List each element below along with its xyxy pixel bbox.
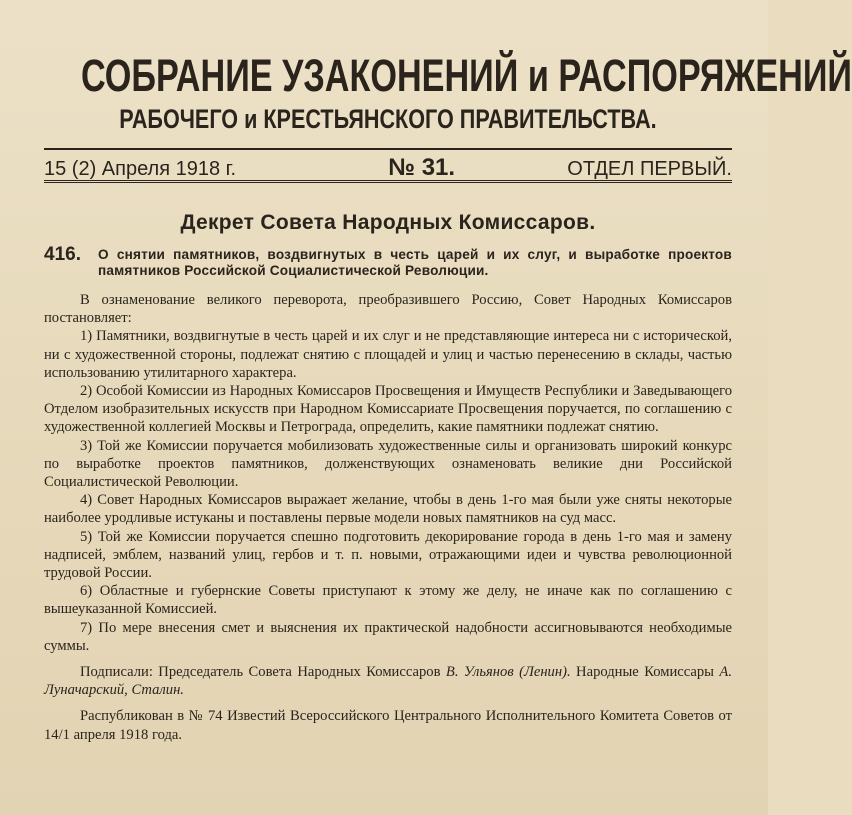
commissars-signature: А. Луначарский, Сталин. [44, 664, 732, 699]
masthead-subtitle: РАБОЧЕГО и КРЕСТЬЯНСКОГО ПРАВИТЕЛЬСТВА. [119, 104, 657, 134]
article-number: 416. [44, 244, 81, 265]
masthead [44, 0, 852, 134]
paragraph-6: 6) Областные и губернские Советы приступают к этому же делу, не иначе как по соглашению с вышеуказанной Комиссией. [44, 583, 732, 618]
masthead-title: СОБРАНИЕ УЗАКОНЕНИЙ и РАСПОРЯЖЕНИЙ [80, 50, 852, 101]
publication-note [44, 707, 732, 743]
signatures [44, 663, 732, 699]
signatures-text [44, 663, 732, 699]
paragraph-1: 1) Памятники, воздвигнутые в честь царей и их слуг и не представляющие интереса ни с исторической, ни с художественной стороны, подлежат снятию с площадей и улиц и частью перенесению в склады, частью использованию утилитарного характера. [44, 328, 732, 381]
chair-signature: В. Ульянов (Ленин). [445, 664, 571, 681]
section-label: ОТДЕЛ ПЕРВЫЙ. [567, 158, 732, 180]
publication-text: Распубликован в № 74 Известий Всероссийского Центрального Исполнительного Комитета Советов от 14/1 апреля 1918 года. [44, 708, 732, 743]
paragraph-7: 7) По мере внесения смет и выяснения их практической надобности ассигновываются необходимые суммы. [44, 619, 732, 654]
signatures-middle: Народные Комиссары [576, 664, 714, 681]
article-heading [44, 244, 732, 278]
issue-number: № 31. [388, 154, 456, 181]
decree-body [44, 291, 732, 655]
paragraph-3: 3) Той же Комиссии поручается мобилизовать художественные силы и организовать широкий конкурс по выработке проектов памятников, долженствующих ознаменовать великие дни Российской Социалистической Революции. [44, 437, 732, 491]
article-title: О снятии памятников, воздвигнутых в честь царей и их слуг, и выработке проектов памятников Российской Социалистической Революции. [98, 247, 732, 278]
issue-date: 15 (2) Апреля 1918 г. [44, 158, 237, 180]
signatures-prefix: Подписали: Председатель Совета Народных Комиссаров [80, 664, 441, 681]
dateline [44, 150, 732, 180]
paragraph-preamble: В ознаменование великого переворота, преобразившего Россию, Совет Народных Комиссаров постановляет: [44, 292, 732, 327]
paragraph-5: 5) Той же Комиссии поручается спешно подготовить декорирование города в день 1-го мая и замену надписей, эмблем, названий улиц, гербов и т. п. новыми, отражающими идеи и чувства революционной трудовой России. [44, 528, 732, 582]
decree-title: Декрет Совета Народных Комиссаров. [180, 211, 596, 234]
paragraph-4: 4) Совет Народных Комиссаров выражает желание, чтобы в день 1-го мая были уже сняты некоторые наиболее уродливые истуканы и поставлены первые модели новых памятников на суд масс. [44, 492, 732, 527]
paragraph-2: 2) Особой Комиссии из Народных Комиссаров Просвещения и Имуществ Республики и Заведывающего Отделом изобразительных искусств при Народном Комиссариате Просвещения поручается, по соглашению с художественной коллегией Москвы и Петрограда, определить, какие памятники подлежат снятию. [44, 383, 732, 436]
